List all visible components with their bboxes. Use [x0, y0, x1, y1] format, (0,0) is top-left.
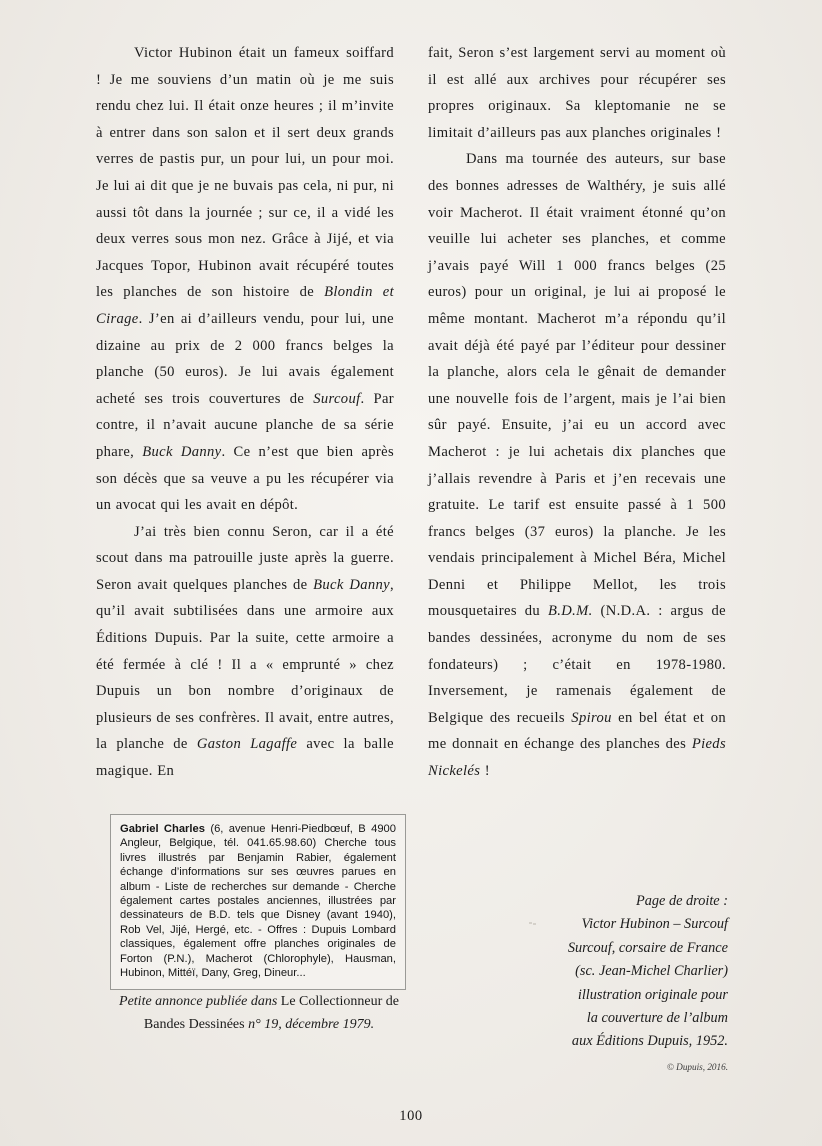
advert-caption-line2-roman: de Bandes Dessinées: [143, 994, 399, 1032]
paper-speck: [529, 922, 532, 924]
right-column: [428, 40, 726, 785]
paragraph: fait, Seron s’est largement servi au moment où il est allé aux archives pour récupérer ses propres originaux. Sa kleptomanie ne se limitait d’ailleurs pas aux planches originales !: [428, 45, 726, 141]
page-number: 100: [399, 1108, 423, 1124]
illustration-caption: [470, 890, 728, 1079]
caption-line: (sc. Jean-Michel Charlier): [575, 963, 728, 980]
advert-caption: [104, 990, 414, 1036]
caption-line: illustration originale pour: [577, 986, 728, 1003]
caption-line: Victor Hubinon – Surcouf: [581, 916, 728, 933]
advert-caption-line2-italic: n° 19, décembre 1979.: [248, 1017, 375, 1032]
copyright-credit: © Dupuis, 2016.: [666, 1061, 728, 1072]
advert-body: (6, avenue Henri-Piedbœuf, B 4900 Angleur, Belgique, tél. 041.65.98.60) Cherche tous livres illustrés par Benjamin Rabier, également échange d’informations sur ses œuvres parues en album - Liste de recherches sur demande - Cherche également cartes postales anciennes, illustrées par dessinateurs de B.D. tels que Disney (avant 1940), Rob Vel, Jijé, Hergé, etc. - Offres : Dupuis Lombard classiques, également offre planches originales de Forton (P.N.), Macherot (Chlorophyle), Hausman, Hubinon, Mittéï, Dany, Greg, Dineur...: [120, 823, 396, 980]
left-column: [96, 40, 394, 785]
paragraph: Dans ma tournée des auteurs, sur base des bonnes adresses de Walthéry, je suis allé voir Macherot. Il était vraiment étonné qu’on veuille lui acheter ses planches, et comme j’avais payé Will 1 000 francs belges (25 euros) pour un original, je lui ai proposé le même montant. Macherot m’a répondu qu’il avait déjà été payé par l’éditeur pour dessiner la planche, alors cela le gênait de demander une nouvelle fois de l’argent, mais je l’ai bien sûr payé. Ensuite, j’ai eu un accord avec Macherot : je lui achetais dix planches que j’allais revendre à Paris et j’en recevais une gratuite. Le tarif est ensuite passé à 1 500 francs belges (37 euros) la planche. Je les vendais principalement à Michel Béra, Michel Denni et Philippe Mellot, les trois mousquetaires du B.D.M. (N.D.A. : argus de bandes dessinées, acronyme du nom de ses fondateurs) ; c’était en 1978-1980. Inversement, je ramenais également de Belgique des recueils Spirou en bel état et on me donnait en échange des planches des Pieds Nickelés !: [428, 151, 727, 780]
caption-line: aux Éditions Dupuis, 1952.: [571, 1033, 728, 1050]
caption-line: Page de droite :: [636, 893, 728, 909]
classified-advert-box: [110, 814, 406, 990]
caption-line: Surcouf, corsaire de France: [567, 939, 728, 956]
caption-line: la couverture de l’album: [586, 1010, 728, 1027]
paper-speck: [533, 923, 536, 925]
advert-name: Gabriel Charles: [120, 823, 205, 835]
paragraph: J’ai très bien connu Seron, car il a été scout dans ma patrouille juste après la guerre. Seron avait quelques planches de Buck Danny, qu’il avait subtilisées dans une armoire aux Éditions Dupuis. Par la suite, cette armoire a été fermée à clé ! Il a « emprunté » chez Dupuis un bon nombre d’originaux de plusieurs de ses confrères. Il avait, entre autres, la planche de Gaston Lagaffe avec la balle magique. En: [96, 523, 394, 780]
paragraph: Victor Hubinon était un fameux soiffard ! Je me souviens d’un matin où je me suis rendu chez lui. Il était onze heures ; il m’invite à entrer dans son salon et il sert deux grands verres de pastis pur, un pour lui, un pour moi. Je lui ai dit que je ne buvais pas cela, ni pur, ni aussi tôt dans la journée ; sur ce, il a vidé les deux verres sous mon nez. Grâce à Jijé, et via Jacques Topor, Hubinon avait récupéré toutes les planches de son histoire de Blondin et Cirage. J’en ai d’ailleurs vendu, pour lui, une dizaine au prix de 2 000 francs belges la planche (50 euros). Je lui avais également acheté ses trois couvertures de Surcouf. Par contre, il n’avait aucune planche de sa série phare, Buck Danny. Ce n’est que bien après son décès que sa veuve a pu les récupérer via un avocat qui les avait en dépôt.: [96, 45, 394, 514]
text-columns: [96, 40, 726, 785]
advert-text: [120, 822, 396, 980]
advert-caption-line1-italic: Petite annonce publiée dans: [119, 994, 278, 1009]
advert-caption-line1-roman: Le Collectionneur: [280, 994, 383, 1009]
